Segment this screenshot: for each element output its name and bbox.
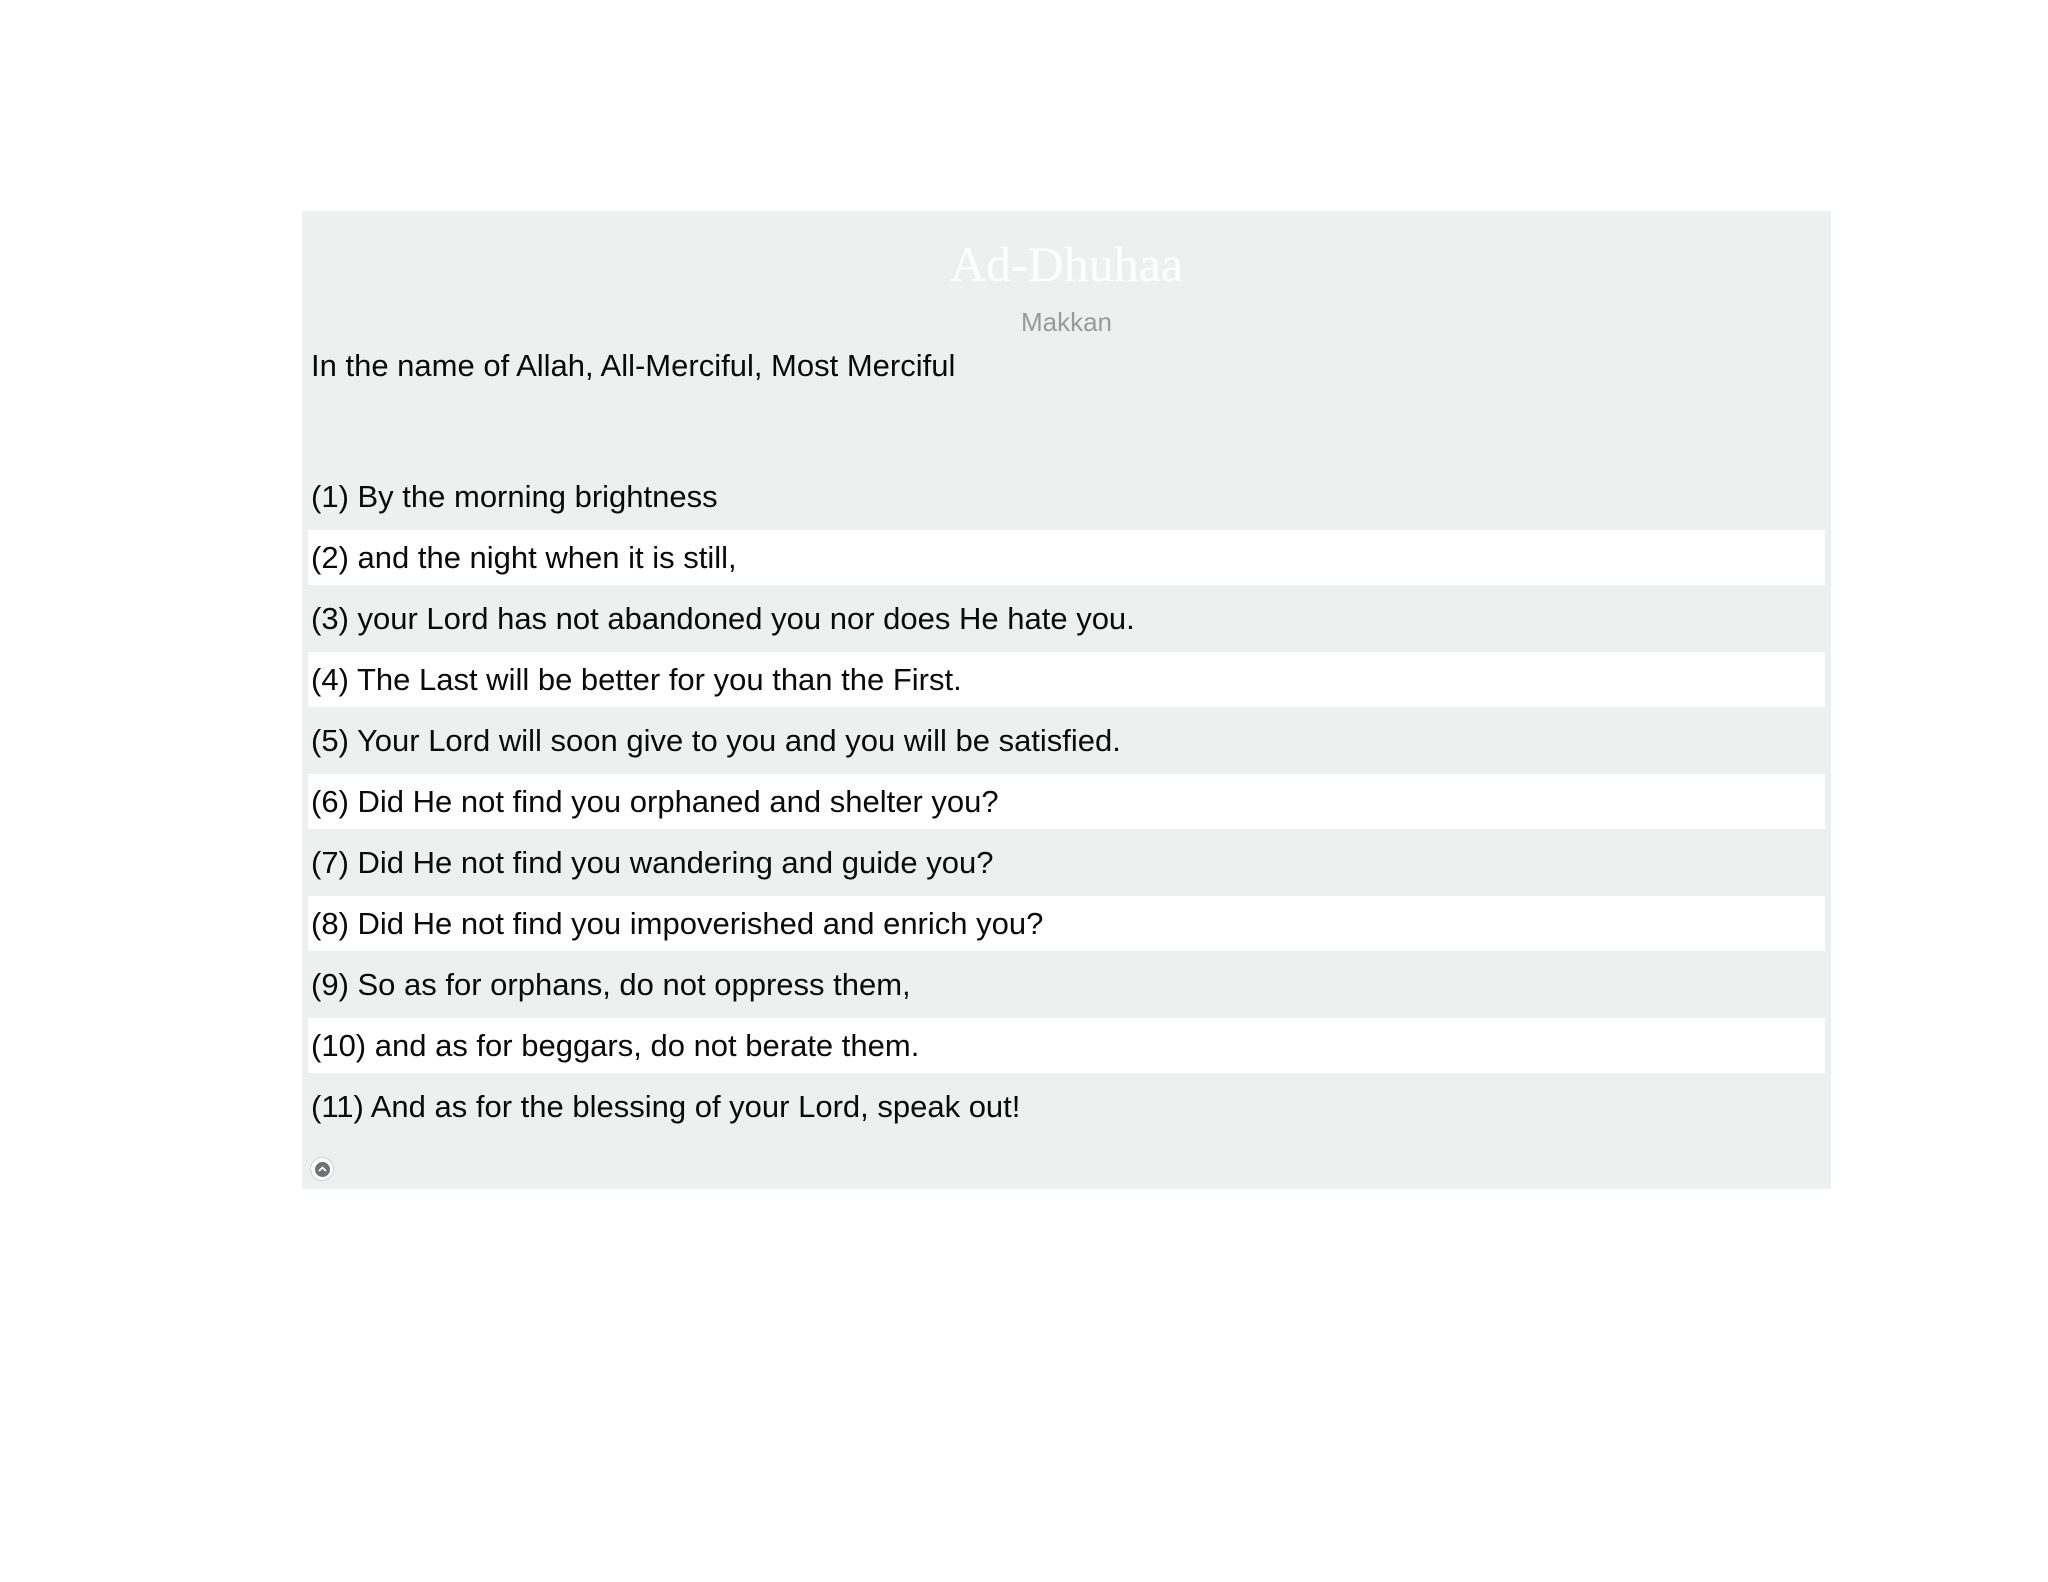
verse-3: (3) your Lord has not abandoned you nor does He hate you.: [308, 591, 1825, 646]
verse-8: (8) Did He not find you impoverished and enrich you?: [308, 896, 1825, 951]
surah-panel: [302, 211, 1831, 1189]
revelation-type: Makkan: [1020, 307, 1113, 337]
verse-9: (9) So as for orphans, do not oppress them,: [308, 957, 1825, 1012]
verse-10: (10) and as for beggars, do not berate them.: [308, 1018, 1825, 1073]
chevron-up-icon: [315, 1162, 330, 1177]
verse-list: [308, 469, 1825, 1140]
scroll-to-top-button[interactable]: [311, 1158, 333, 1180]
verse-11: (11) And as for the blessing of your Lord, speak out!: [308, 1079, 1825, 1134]
verse-4: (4) The Last will be better for you than the First.: [308, 652, 1825, 707]
verse-6: (6) Did He not find you orphaned and shelter you?: [308, 774, 1825, 829]
basmala: In the name of Allah, All-Merciful, Most Merciful: [311, 348, 956, 383]
verse-5: (5) Your Lord will soon give to you and you will be satisfied.: [308, 713, 1825, 768]
surah-title: Ad-Dhuhaa: [949, 236, 1184, 292]
verse-7: (7) Did He not find you wandering and guide you?: [308, 835, 1825, 890]
verse-2: (2) and the night when it is still,: [308, 530, 1825, 585]
verse-1: (1) By the morning brightness: [308, 469, 1825, 524]
